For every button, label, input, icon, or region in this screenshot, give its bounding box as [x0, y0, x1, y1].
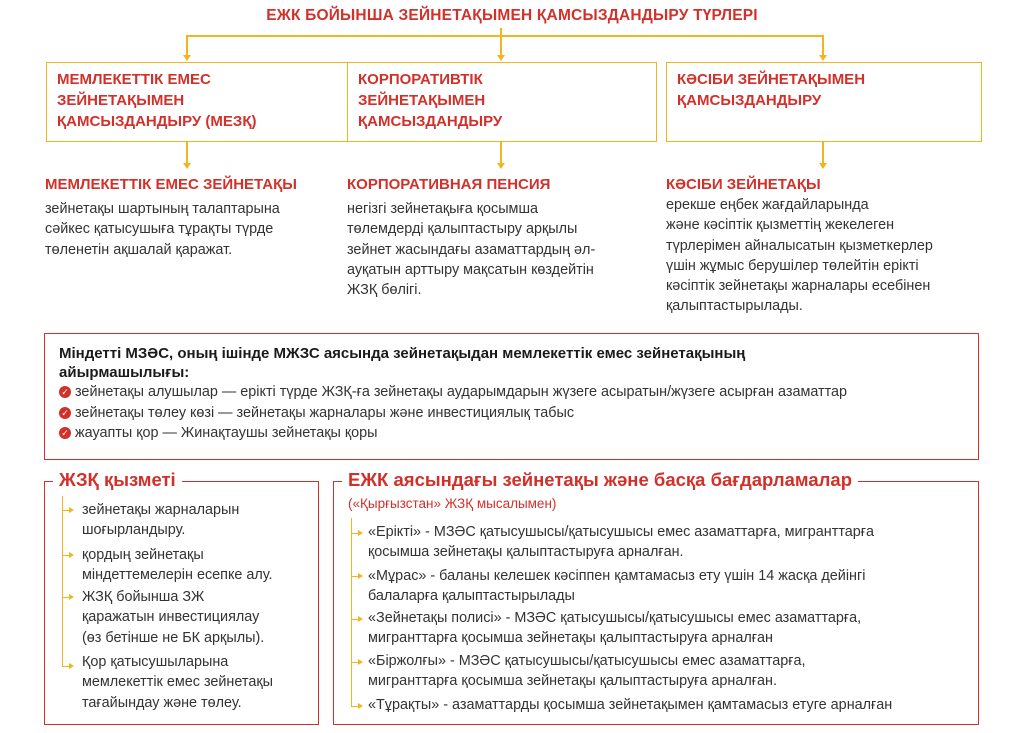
type-box-label-line: ҚАМСЫЗДАНДЫРУ	[677, 92, 822, 109]
bracket-arrow-icon	[358, 616, 363, 622]
difference-item-text: жауапты қор — Жинақтаушы зейнетақы қоры	[75, 425, 378, 441]
function-line: (өз бетінше не БК арқылы).	[82, 629, 265, 646]
type-text-line: ауқатын арттыру мақсатын көздейтін	[347, 261, 594, 278]
type-text-line: зейнетақы шартының талаптарына	[45, 201, 280, 217]
connector-col2	[500, 35, 502, 56]
type-text-line: зейнет жасындағы азаматтардың әл-	[347, 241, 596, 258]
connector-col1	[186, 35, 188, 56]
function-line: ЖЗҚ бойынша ЗЖ	[82, 589, 205, 605]
check-icon: ✓	[59, 386, 71, 398]
difference-box	[44, 333, 979, 460]
arrow-col3-lower	[819, 163, 827, 169]
arrow-col1	[183, 55, 191, 61]
function-line: қаражатын инвестициялау	[82, 609, 260, 626]
list-item	[82, 545, 312, 586]
program-line: «Біржолғы» - МЗӘС қатысушысы/қатысушысы емес азаматтарға,	[368, 653, 806, 669]
bracket-arrow-icon	[69, 594, 74, 600]
program-line: «Тұрақты» - азаматтарды қосымша зейнетақымен қамтамасыз етуге арналған	[368, 697, 893, 713]
function-line: шоғырландыру.	[82, 522, 186, 539]
difference-title: Міндетті МЗӘС, оның ішінде МЖЗС аясында зейнетақыдан мемлекеттік емес зейнетақының	[59, 345, 746, 362]
type-description-non-state	[45, 176, 345, 260]
type-description-corporate	[347, 176, 657, 300]
type-title: МЕМЛЕКЕТТІК ЕМЕС ЗЕЙНЕТАҚЫ	[45, 176, 297, 193]
difference-item-text: зейнетақы алушылар — ерікті түрде ЖЗҚ-ға зейнетақы аударымдарын жүзеге асыратын/жүзеге асырған азаматтар	[75, 384, 848, 400]
list-item	[368, 566, 973, 607]
bracket-arrow-icon	[358, 703, 363, 709]
type-box-label-line: ҚАМСЫЗДАНДЫРУ (МЕЗҚ)	[57, 113, 257, 130]
arrow-col2-lower	[497, 163, 505, 169]
bracket-arrow-icon	[358, 659, 363, 665]
type-box-corporate	[347, 62, 657, 142]
type-title: КӘСІБИ ЗЕЙНЕТАҚЫ	[666, 176, 821, 193]
type-box-label-line: ҚАМСЫЗДАНДЫРУ	[358, 113, 503, 130]
arrow-col3	[819, 55, 827, 61]
type-box-professional	[666, 62, 982, 142]
type-box-label-line: ЗЕЙНЕТАҚЫМЕН	[57, 92, 185, 109]
list-item	[368, 608, 973, 649]
difference-item-text: зейнетақы төлеу көзі — зейнетақы жарналары және инвестициялық табыс	[75, 404, 575, 421]
type-text-line: кәсіптік зейнетақы жарналары есебінен	[666, 278, 931, 295]
program-line: «Ерікті» - МЗӘС қатысушысы/қатысушысы емес азаматтарға, мигранттарға	[368, 524, 875, 540]
list-item	[82, 652, 312, 713]
type-title: КОРПОРАТИВНАЯ ПЕНСИЯ	[347, 176, 551, 193]
difference-title: айырмашылығы:	[59, 364, 190, 381]
program-line: мигранттарға қосымша зейнетақы қалыптастыруға арналған.	[368, 673, 777, 690]
check-icon: ✓	[59, 407, 71, 419]
list-item	[59, 382, 969, 403]
bracket-arrow-icon	[69, 552, 74, 558]
type-box-label-line: КОРПОРАТИВТІК	[358, 71, 483, 88]
function-line: тағайындау және төлеу.	[82, 694, 242, 711]
type-box-label-line: ЗЕЙНЕТАҚЫМЕН	[358, 92, 486, 109]
programs-subtitle: («Қырғызстан» ЖЗҚ мысалымен)	[348, 496, 557, 511]
bracket-arrow-icon	[69, 507, 74, 513]
list-item	[368, 651, 973, 692]
type-text-line: үшін жұмыс берушілер төлейтін ерікті	[666, 257, 919, 274]
type-text-line: негізгі зейнетақыға қосымша	[347, 201, 538, 217]
program-line: балаларға қалыптастырылады	[368, 588, 575, 605]
type-text-line: ЖЗҚ бөлігі.	[347, 282, 422, 299]
arrow-col1-lower	[183, 163, 191, 169]
type-box-label-line: МЕМЛЕКЕТТІК ЕМЕС	[57, 71, 211, 88]
check-icon: ✓	[59, 427, 71, 439]
connector-col3	[822, 35, 824, 56]
list-item	[59, 423, 969, 444]
program-line: қосымша зейнетақы қалыптастыруға арналған.	[368, 544, 684, 561]
connector-col1-lower	[186, 142, 188, 164]
programs-bracket-line	[351, 518, 352, 707]
type-text-line: төлемдерді қалыптастыру арқылы	[347, 221, 578, 238]
page-title: ЕЖК БОЙЫНША ЗЕЙНЕТАҚЫМЕН ҚАМСЫЗДАНДЫРУ ТҮРЛЕРІ	[266, 7, 758, 24]
list-item	[368, 522, 973, 563]
list-item	[82, 500, 312, 541]
connector-col3-lower	[822, 142, 824, 164]
type-description-professional	[666, 176, 986, 317]
type-box-non-state	[46, 62, 356, 142]
type-text-line: ерекше еңбек жағдайларында	[666, 197, 869, 213]
bracket-arrow-icon	[358, 573, 363, 579]
function-line: Қор қатысушыларына	[82, 654, 229, 670]
type-text-line: түрлерімен айналысатын қызметкерлер	[666, 237, 933, 254]
function-line: зейнетақы жарналарын	[82, 502, 240, 518]
list-item	[368, 695, 973, 715]
type-text-line: және кәсіптік қызметтің жекелеген	[666, 217, 895, 234]
list-item	[82, 587, 312, 648]
program-line: мигранттарға қосымша зейнетақы қалыптастыруға арналған	[368, 630, 773, 647]
function-line: қордың зейнетақы	[82, 547, 204, 563]
connector-col2-lower	[500, 142, 502, 164]
type-text-line: сәйкес қатысушыға тұрақты түрде	[45, 221, 274, 238]
list-item	[59, 403, 969, 424]
program-line: «Зейнетақы полисі» - МЗӘС қатысушысы/қатысушысы емес азаматтарға,	[368, 610, 862, 626]
bracket-arrow-icon	[69, 663, 74, 669]
type-text-line: төленетін ақшалай қаражат.	[45, 241, 233, 258]
bracket-arrow-icon	[358, 530, 363, 536]
function-line: міндеттемелерін есепке алу.	[82, 567, 273, 584]
type-text-line: қалыптастырылады.	[666, 298, 803, 315]
function-line: мемлекеттік емес зейнетақы	[82, 674, 273, 691]
programs-title: ЕЖК аясындағы зейнетақы және басқа бағдарламалар	[342, 469, 858, 491]
program-line: «Мұрас» - баланы келешек кәсіппен қамтамасыз ету үшін 14 жасқа дейінгі	[368, 568, 866, 584]
functions-bracket-line	[62, 496, 63, 667]
arrow-col2	[497, 55, 505, 61]
type-box-label-line: КӘСІБИ ЗЕЙНЕТАҚЫМЕН	[677, 71, 866, 88]
connector-horizontal	[186, 35, 823, 37]
functions-title: ЖЗҚ қызметі	[53, 469, 182, 491]
